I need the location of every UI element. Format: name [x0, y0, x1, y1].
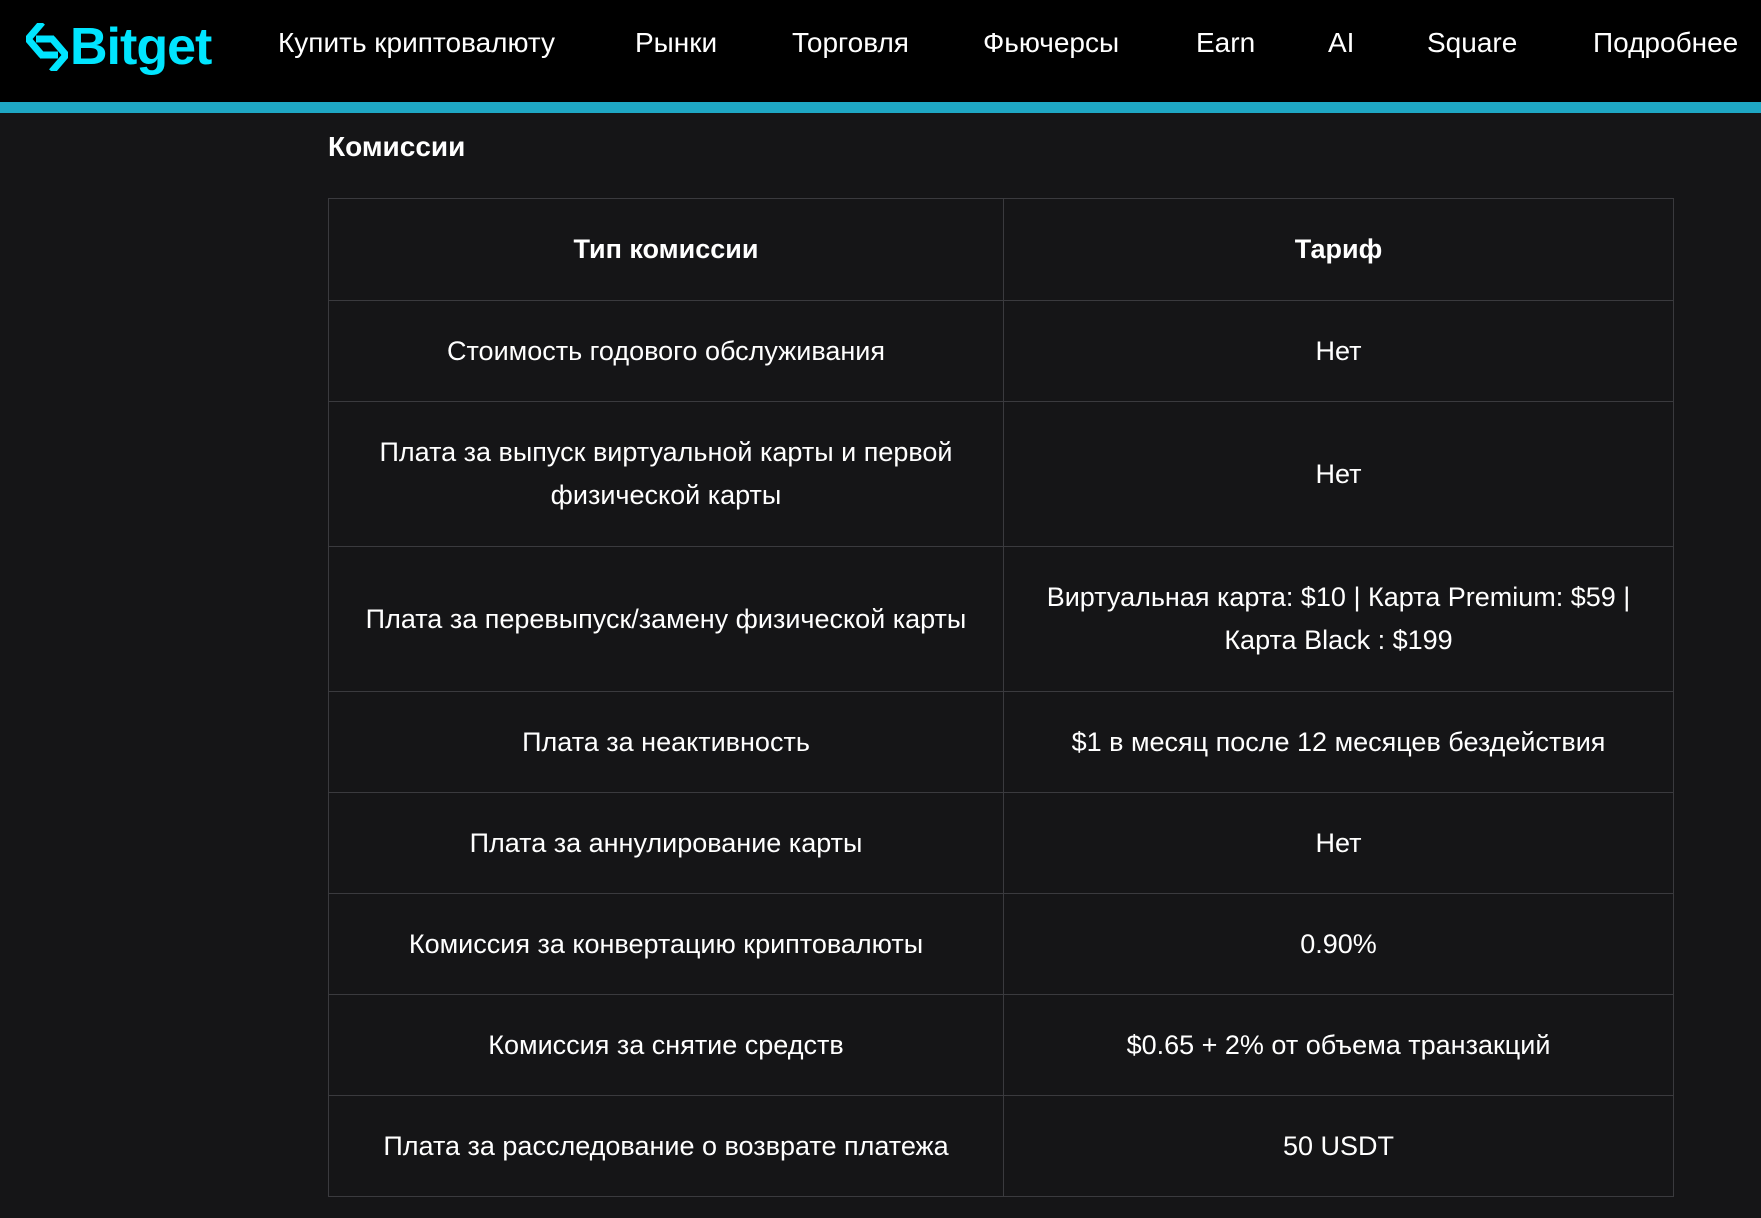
- rate-cell: 50 USDT: [1004, 1096, 1674, 1197]
- nav-item-futures[interactable]: Фьючерсы: [983, 27, 1120, 58]
- column-header-fee-type: Тип комиссии: [329, 199, 1004, 301]
- main-content: [0, 113, 1761, 1218]
- nav-item-markets[interactable]: Рынки: [635, 27, 718, 58]
- rate-cell: 0.90%: [1004, 894, 1674, 995]
- fees-table: [328, 198, 1674, 1197]
- rate-cell: $0.65 + 2% от объема транзакций: [1004, 995, 1674, 1096]
- nav-item-ai[interactable]: AI: [1328, 27, 1355, 58]
- rate-cell: Виртуальная карта: $10 | Карта Premium: $59 | Карта Black : $199: [1004, 547, 1674, 692]
- fee-type-cell: Стоимость годового обслуживания: [329, 301, 1004, 402]
- nav-item-more[interactable]: Подробнее: [1593, 27, 1739, 58]
- bitget-logo-text: Bitget: [70, 18, 212, 76]
- table-row: [329, 1096, 1674, 1197]
- table-row: [329, 301, 1674, 402]
- table-row: [329, 995, 1674, 1096]
- fee-type-cell: Плата за неактивность: [329, 692, 1004, 793]
- fee-type-cell: Комиссия за снятие средств: [329, 995, 1004, 1096]
- table-row: [329, 692, 1674, 793]
- nav-item-earn[interactable]: Earn: [1196, 27, 1256, 58]
- table-header-row: [329, 199, 1674, 301]
- header-accent-line: [0, 102, 1761, 113]
- column-header-rate: Тариф: [1004, 199, 1674, 301]
- rate-cell: $1 в месяц после 12 месяцев бездействия: [1004, 692, 1674, 793]
- fee-type-cell: Плата за выпуск виртуальной карты и первой физической карты: [329, 402, 1004, 547]
- rate-cell: Нет: [1004, 301, 1674, 402]
- fee-type-cell: Плата за расследование о возврате платежа: [329, 1096, 1004, 1197]
- rate-cell: Нет: [1004, 402, 1674, 547]
- table-row: [329, 402, 1674, 547]
- table-row: [329, 793, 1674, 894]
- rate-cell: Нет: [1004, 793, 1674, 894]
- table-row: [329, 547, 1674, 692]
- fee-type-cell: Плата за аннулирование карты: [329, 793, 1004, 894]
- nav-item-buy-crypto[interactable]: Купить криптовалюту: [278, 27, 556, 58]
- fee-type-cell: Комиссия за конвертацию криптовалюты: [329, 894, 1004, 995]
- nav-item-trading[interactable]: Торговля: [792, 27, 909, 58]
- section-title: Комиссии: [328, 131, 466, 162]
- main-nav: [0, 0, 1761, 92]
- nav-item-square[interactable]: Square: [1427, 27, 1518, 58]
- fee-type-cell: Плата за перевыпуск/замену физической карты: [329, 547, 1004, 692]
- table-row: [329, 894, 1674, 995]
- top-navigation-bar: [0, 0, 1761, 103]
